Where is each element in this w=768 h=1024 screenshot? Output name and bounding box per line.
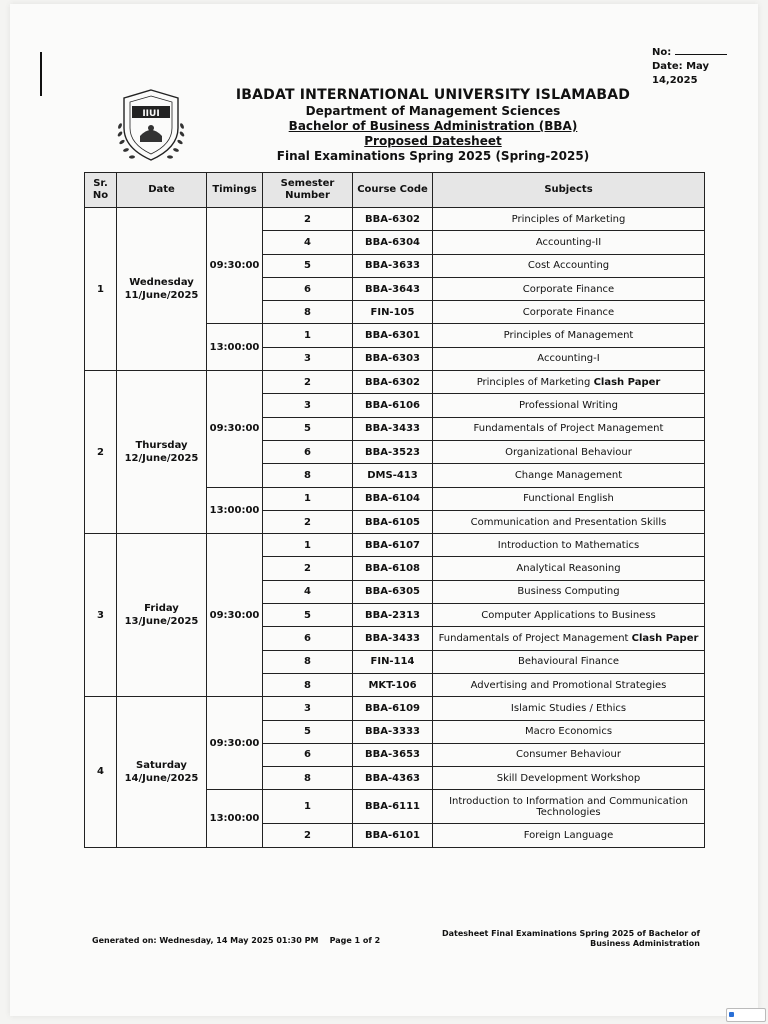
exam-date: 11/June/2025 <box>124 290 199 302</box>
subject-cell <box>433 208 705 231</box>
subject-name: Functional English <box>523 493 614 505</box>
table-row <box>85 208 705 231</box>
subject-cell <box>433 743 705 766</box>
course-code-cell: BBA-6302 <box>353 371 433 394</box>
timing-cell: 13:00:00 <box>207 790 263 847</box>
course-code-cell: MKT-106 <box>353 673 433 696</box>
generated-text: Generated on: Wednesday, 14 May 2025 01:30 PM <box>92 936 319 945</box>
subject-name: Cost Accounting <box>527 260 610 272</box>
serial-number-cell: 2 <box>85 371 117 534</box>
scanner-watermark-icon <box>726 1008 766 1022</box>
date-cell <box>117 697 207 847</box>
semester-cell: 1 <box>263 487 353 510</box>
subject-cell <box>433 534 705 557</box>
timing-cell: 09:30:00 <box>207 534 263 697</box>
subject-cell <box>433 767 705 790</box>
subject-name: Macro Economics <box>524 726 613 738</box>
column-header: Timings <box>207 173 263 208</box>
semester-cell: 3 <box>263 394 353 417</box>
column-header: Subjects <box>433 173 705 208</box>
course-code-cell: BBA-3653 <box>353 743 433 766</box>
subject-cell <box>433 510 705 533</box>
semester-cell: 6 <box>263 277 353 300</box>
reference-block <box>652 44 758 88</box>
subject-name: Principles of Management <box>503 330 634 342</box>
subject-name: Communication and Presentation Skills <box>470 516 667 528</box>
timing-cell: 13:00:00 <box>207 487 263 534</box>
table-header-row <box>85 173 705 208</box>
subject-cell <box>433 301 705 324</box>
semester-cell: 8 <box>263 650 353 673</box>
course-code-cell: BBA-6111 <box>353 790 433 824</box>
date-line: Date: May 14,2025 <box>652 61 710 86</box>
subject-cell <box>433 824 705 847</box>
semester-cell: 8 <box>263 464 353 487</box>
course-code-cell: BBA-6302 <box>353 208 433 231</box>
department-name: Department of Management Sciences <box>305 104 561 118</box>
subject-name: Behavioural Finance <box>517 656 620 668</box>
exam-date: 12/June/2025 <box>124 453 199 465</box>
course-code-cell: BBA-6305 <box>353 580 433 603</box>
no-label: No: <box>652 47 672 58</box>
timing-cell: 13:00:00 <box>207 324 263 371</box>
semester-cell: 6 <box>263 440 353 463</box>
course-code-cell: BBA-6301 <box>353 324 433 347</box>
weekday: Saturday <box>136 759 187 771</box>
subject-name: Business Computing <box>517 586 620 598</box>
subject-cell <box>433 347 705 370</box>
course-code-cell: BBA-6304 <box>353 231 433 254</box>
semester-cell: 2 <box>263 371 353 394</box>
semester-cell: 3 <box>263 347 353 370</box>
semester-cell: 1 <box>263 790 353 824</box>
semester-cell: 2 <box>263 557 353 580</box>
subject-cell <box>433 487 705 510</box>
subject-cell <box>433 394 705 417</box>
serial-number-cell: 3 <box>85 534 117 697</box>
program-name: Bachelor of Business Administration (BBA) <box>288 119 578 133</box>
course-code-cell: BBA-3333 <box>353 720 433 743</box>
semester-cell: 3 <box>263 697 353 720</box>
footer-generated <box>92 936 380 945</box>
subject-name: Introduction to Mathematics <box>497 539 640 551</box>
table-row <box>85 371 705 394</box>
subject-name: Foreign Language <box>523 830 614 842</box>
clash-flag: Clash Paper <box>631 632 699 644</box>
course-code-cell: BBA-3523 <box>353 440 433 463</box>
semester-cell: 4 <box>263 580 353 603</box>
column-header: Semester Number <box>263 173 353 208</box>
weekday: Friday <box>144 603 179 615</box>
course-code-cell: DMS-413 <box>353 464 433 487</box>
footer-title: Datesheet Final Examinations Spring 2025 of Bachelor of Business Administration <box>441 929 700 948</box>
semester-cell: 1 <box>263 324 353 347</box>
table-row <box>85 697 705 720</box>
subject-cell <box>433 277 705 300</box>
subject-cell <box>433 627 705 650</box>
course-code-cell: BBA-6303 <box>353 347 433 370</box>
margin-mark <box>40 52 42 96</box>
subject-name: Accounting-II <box>535 236 602 248</box>
subject-name: Organizational Behaviour <box>505 446 632 458</box>
timing-cell: 09:30:00 <box>207 371 263 487</box>
semester-cell: 8 <box>263 673 353 696</box>
document-header <box>210 86 656 164</box>
course-code-cell: BBA-6108 <box>353 557 433 580</box>
subject-cell <box>433 580 705 603</box>
serial-number-cell: 1 <box>85 208 117 371</box>
subject-cell <box>433 440 705 463</box>
semester-cell: 2 <box>263 824 353 847</box>
exam-date: 14/June/2025 <box>124 772 199 784</box>
semester-cell: 2 <box>263 510 353 533</box>
semester-cell: 8 <box>263 301 353 324</box>
document-type: Proposed Datesheet <box>364 134 502 148</box>
subject-cell <box>433 557 705 580</box>
subject-name: Analytical Reasoning <box>516 563 621 575</box>
no-blank-line <box>675 44 727 55</box>
clash-flag: Clash Paper <box>593 376 661 388</box>
column-header: Sr. No <box>85 173 117 208</box>
course-code-cell: BBA-6105 <box>353 510 433 533</box>
logo-text: IIUI <box>142 109 160 119</box>
subject-name: Consumer Behaviour <box>516 749 621 761</box>
course-code-cell: BBA-3633 <box>353 254 433 277</box>
semester-cell: 4 <box>263 231 353 254</box>
semester-cell: 6 <box>263 743 353 766</box>
subject-name: Advertising and Promotional Strategies <box>470 679 667 691</box>
subject-name: Computer Applications to Business <box>481 609 656 621</box>
course-code-cell: FIN-105 <box>353 301 433 324</box>
subject-cell <box>433 231 705 254</box>
course-code-cell: BBA-2313 <box>353 604 433 627</box>
subject-cell <box>433 464 705 487</box>
subject-name: Fundamentals of Project Management <box>438 632 629 644</box>
semester-cell: 6 <box>263 627 353 650</box>
course-code-cell: BBA-3433 <box>353 417 433 440</box>
exam-title: Final Examinations Spring 2025 (Spring-2025) <box>276 149 590 163</box>
semester-cell: 2 <box>263 208 353 231</box>
subject-name: Corporate Finance <box>522 283 615 295</box>
course-code-cell: BBA-6109 <box>353 697 433 720</box>
subject-cell <box>433 604 705 627</box>
university-name: IBADAT INTERNATIONAL UNIVERSITY ISLAMABAD <box>235 87 631 103</box>
semester-cell: 5 <box>263 417 353 440</box>
subject-name: Change Management <box>514 469 623 481</box>
exam-date: 13/June/2025 <box>124 616 199 628</box>
weekday: Thursday <box>135 440 188 452</box>
course-code-cell: BBA-3643 <box>353 277 433 300</box>
semester-cell: 5 <box>263 254 353 277</box>
subject-name: Skill Development Workshop <box>496 772 641 784</box>
weekday: Wednesday <box>129 277 194 289</box>
table-body <box>85 208 705 848</box>
subject-cell <box>433 720 705 743</box>
course-code-cell: FIN-114 <box>353 650 433 673</box>
subject-name: Accounting-I <box>537 353 600 365</box>
date-cell <box>117 208 207 371</box>
subject-name: Islamic Studies / Ethics <box>510 702 627 714</box>
subject-cell <box>433 697 705 720</box>
subject-cell <box>433 650 705 673</box>
subject-name: Principles of Marketing <box>476 376 591 388</box>
date-cell <box>117 534 207 697</box>
column-header: Date <box>117 173 207 208</box>
subject-cell <box>433 673 705 696</box>
semester-cell: 1 <box>263 534 353 557</box>
column-header: Course Code <box>353 173 433 208</box>
subject-cell <box>433 371 705 394</box>
subject-name: Professional Writing <box>519 400 618 412</box>
semester-cell: 5 <box>263 604 353 627</box>
university-logo-icon <box>112 84 190 170</box>
page-number: Page 1 of 2 <box>329 936 381 945</box>
semester-cell: 8 <box>263 767 353 790</box>
subject-name: Corporate Finance <box>522 306 615 318</box>
subject-cell <box>433 417 705 440</box>
course-code-cell: BBA-4363 <box>353 767 433 790</box>
course-code-cell: BBA-6104 <box>353 487 433 510</box>
course-code-cell: BBA-6107 <box>353 534 433 557</box>
table-row <box>85 534 705 557</box>
course-code-cell: BBA-6101 <box>353 824 433 847</box>
course-code-cell: BBA-3433 <box>353 627 433 650</box>
datesheet-table <box>84 172 705 848</box>
semester-cell: 5 <box>263 720 353 743</box>
subject-name: Introduction to Information and Communication Technologies <box>449 795 688 818</box>
subject-name: Fundamentals of Project Management <box>473 423 664 435</box>
timing-cell: 09:30:00 <box>207 208 263 324</box>
subject-cell <box>433 254 705 277</box>
date-cell <box>117 371 207 534</box>
course-code-cell: BBA-6106 <box>353 394 433 417</box>
serial-number-cell: 4 <box>85 697 117 847</box>
subject-name: Principles of Marketing <box>511 213 626 225</box>
timing-cell: 09:30:00 <box>207 697 263 790</box>
subject-cell <box>433 324 705 347</box>
subject-cell <box>433 790 705 824</box>
